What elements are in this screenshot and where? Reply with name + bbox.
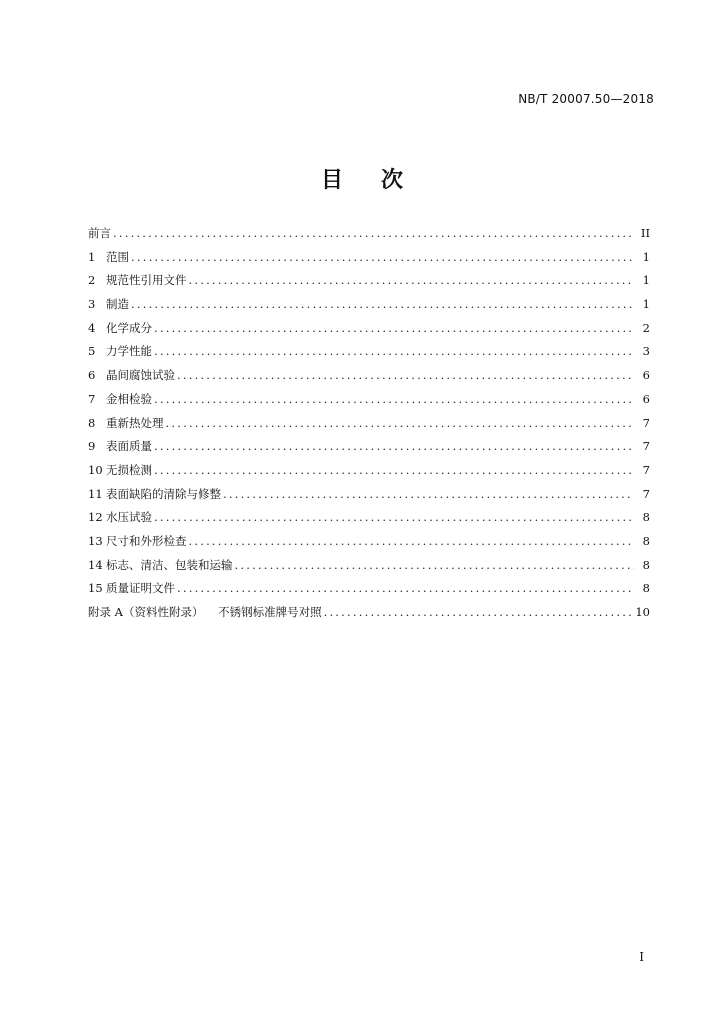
toc-entry-page: 7 bbox=[642, 462, 650, 477]
toc-entry-number: 12 bbox=[88, 510, 103, 525]
toc-entry-page: 10 bbox=[635, 605, 650, 619]
toc-entry-label: 规范性引用文件 bbox=[106, 273, 187, 288]
toc-entry-15[interactable] bbox=[88, 577, 650, 601]
toc-entry-label: 前言 bbox=[88, 226, 111, 240]
toc-entry-6[interactable] bbox=[88, 364, 650, 388]
toc-entry-page: II bbox=[640, 226, 650, 240]
toc-leader-dots bbox=[131, 293, 634, 317]
toc-entry-number: 10 bbox=[88, 462, 103, 477]
toc-entry-page: 2 bbox=[642, 320, 650, 335]
toc-entry-14[interactable] bbox=[88, 554, 650, 578]
toc-entry-label: 无损检测 bbox=[106, 462, 152, 477]
toc-entry-number: 7 bbox=[88, 391, 96, 406]
toc-leader-dots bbox=[154, 388, 634, 412]
toc-entry-label: 金相检验 bbox=[106, 391, 152, 406]
document-code: NB/T 20007.50—2018 bbox=[518, 92, 654, 106]
toc-entry-number: 11 bbox=[88, 486, 103, 501]
toc-entry-label: 制造 bbox=[106, 297, 129, 312]
toc-leader-dots bbox=[177, 364, 634, 388]
toc-entry-3[interactable] bbox=[88, 293, 650, 317]
toc-leader-dots bbox=[154, 506, 634, 530]
toc-entry-number: 5 bbox=[88, 344, 96, 359]
toc-entry-label: 力学性能 bbox=[106, 344, 152, 359]
toc-entry-label: 表面质量 bbox=[106, 439, 152, 454]
toc-entry-page: 1 bbox=[642, 297, 650, 312]
toc-entry-label: 水压试验 bbox=[106, 510, 152, 525]
toc-entry-page: 7 bbox=[642, 415, 650, 430]
toc-entry-label: 质量证明文件 bbox=[106, 581, 175, 596]
toc-leader-dots bbox=[324, 601, 632, 625]
toc-leader-dots bbox=[166, 412, 635, 436]
toc-entry-number: 6 bbox=[88, 368, 96, 383]
toc-entry-label: 标志、清洁、包装和运输 bbox=[106, 557, 233, 572]
toc-leader-dots bbox=[154, 317, 634, 341]
toc-entry-label: 表面缺陷的清除与修整 bbox=[106, 486, 221, 501]
page-number: I bbox=[639, 950, 644, 964]
toc-entry-page: 6 bbox=[642, 391, 650, 406]
toc-entry-8[interactable] bbox=[88, 412, 650, 436]
toc-entry-page: 3 bbox=[642, 344, 650, 359]
toc-entry-number: 15 bbox=[88, 581, 103, 596]
toc-entry-number: 4 bbox=[88, 320, 96, 335]
toc-entry-number: 8 bbox=[88, 415, 96, 430]
toc-entry-page: 6 bbox=[642, 368, 650, 383]
toc-leader-dots bbox=[154, 340, 634, 364]
toc-leader-dots bbox=[223, 483, 634, 507]
toc-leader-dots bbox=[113, 222, 634, 246]
toc-entry-page: 1 bbox=[642, 249, 650, 264]
toc-entry-foreword[interactable] bbox=[88, 222, 650, 246]
toc-entry-label: 化学成分 bbox=[106, 320, 152, 335]
toc-entry-label: 重新热处理 bbox=[106, 415, 164, 430]
toc-leader-dots bbox=[154, 435, 634, 459]
toc-entry-number: 3 bbox=[88, 297, 96, 312]
toc-entry-2[interactable] bbox=[88, 269, 650, 293]
toc-title bbox=[0, 163, 724, 194]
toc-leader-dots bbox=[189, 269, 635, 293]
toc-entry-page: 7 bbox=[642, 439, 650, 454]
toc-entry-11[interactable] bbox=[88, 483, 650, 507]
toc-entry-5[interactable] bbox=[88, 340, 650, 364]
toc-entry-13[interactable] bbox=[88, 530, 650, 554]
table-of-contents bbox=[88, 222, 650, 625]
toc-entry-12[interactable] bbox=[88, 506, 650, 530]
toc-entry-number: 2 bbox=[88, 273, 96, 288]
toc-entry-page: 1 bbox=[642, 273, 650, 288]
toc-title-right: 次 bbox=[381, 168, 404, 193]
toc-entry-1[interactable] bbox=[88, 246, 650, 270]
toc-leader-dots bbox=[177, 577, 634, 601]
toc-leader-dots bbox=[131, 246, 634, 270]
toc-entry-number: 1 bbox=[88, 249, 96, 264]
toc-entry-number: 14 bbox=[88, 557, 103, 572]
toc-entry-page: 8 bbox=[642, 581, 650, 596]
toc-title-left: 目 bbox=[320, 168, 343, 193]
toc-entry-page: 8 bbox=[642, 533, 650, 548]
toc-leader-dots bbox=[235, 554, 635, 578]
toc-entry-label: 尺寸和外形检查 bbox=[106, 533, 187, 548]
toc-entry-number: 13 bbox=[88, 533, 103, 548]
toc-leader-dots bbox=[154, 459, 634, 483]
toc-entry-label: 范围 bbox=[106, 249, 129, 264]
toc-entry-label: 晶间腐蚀试验 bbox=[106, 368, 175, 383]
toc-entry-label: 附录 A（资料性附录） 不锈钢标准牌号对照 bbox=[88, 605, 322, 619]
toc-entry-9[interactable] bbox=[88, 435, 650, 459]
toc-entry-7[interactable] bbox=[88, 388, 650, 412]
toc-leader-dots bbox=[189, 530, 635, 554]
toc-entry-page: 8 bbox=[642, 557, 650, 572]
toc-entry-page: 8 bbox=[642, 510, 650, 525]
toc-entry-page: 7 bbox=[642, 486, 650, 501]
toc-entry-4[interactable] bbox=[88, 317, 650, 341]
toc-entry-10[interactable] bbox=[88, 459, 650, 483]
toc-entry-appendix-a[interactable] bbox=[88, 601, 650, 625]
toc-entry-number: 9 bbox=[88, 439, 96, 454]
